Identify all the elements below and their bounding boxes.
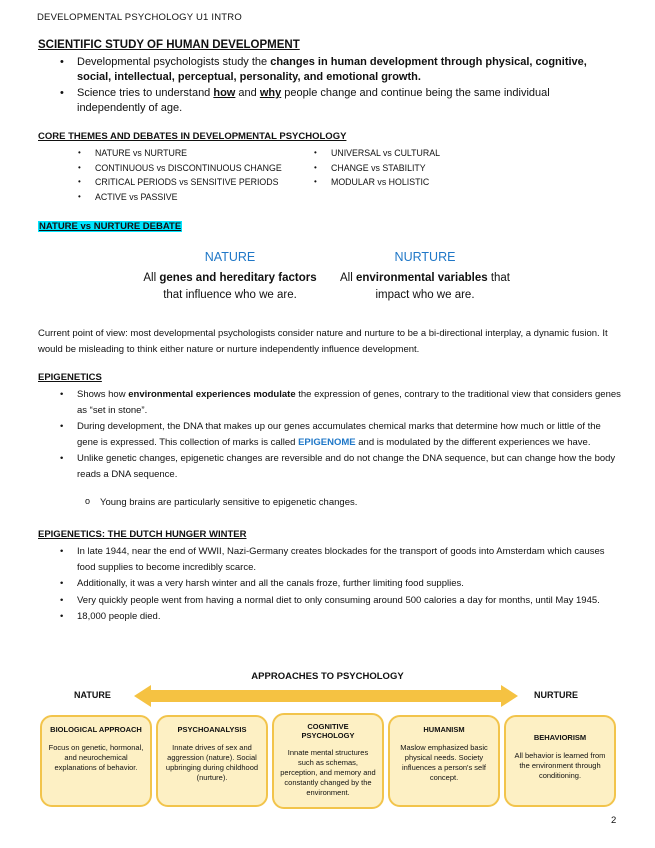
- section-heading-scientific-study: SCIENTIFIC STUDY OF HUMAN DEVELOPMENT: [38, 39, 300, 51]
- list-item: • NATURE vs NURTURE: [95, 146, 282, 161]
- approach-box-psychoanalysis: PSYCHOANALYSIS Innate drives of sex and aggression (nature). Social upbringing during childhood (nurture).: [156, 715, 268, 807]
- approach-box-biological: BIOLOGICAL APPROACH Focus on genetic, hormonal, and neurochemical explanations of behavior.: [40, 715, 152, 807]
- list-item: • MODULAR vs HOLISTIC: [331, 175, 440, 190]
- dutch-hunger-list: [77, 544, 622, 626]
- approaches-nurture-label: NURTURE: [534, 690, 578, 700]
- approach-box-cognitive: COGNITIVE PSYCHOLOGY Innate mental structures such as schemas, perception, and memory and constantly changed by the environment.: [272, 713, 384, 809]
- current-view-paragraph: Current point of view: most developmental psychologists consider nature and nurture to be a bi-directional interplay, a dynamic fusion. It would be misleading to think either nature or nurture independently influence development.: [38, 328, 608, 355]
- list-item: • UNIVERSAL vs CULTURAL: [331, 146, 440, 161]
- section-heading-nature-nurture: NATURE vs NURTURE DEBATE: [39, 221, 182, 232]
- epigenome-term: EPIGENOME: [298, 436, 356, 448]
- list-item: • 18,000 people died.: [77, 609, 622, 625]
- approaches-title: APPROACHES TO PSYCHOLOGY: [251, 671, 404, 682]
- page-header: DEVELOPMENTAL PSYCHOLOGY U1 INTRO: [37, 12, 242, 23]
- list-item: • Developmental psychologists study the changes in human development through physical, cognitive, social, intellectual, perceptual, personality, and emotional growth.: [77, 55, 597, 84]
- list-item: • Shows how environmental experiences modulate the expression of genes, contrary to the traditional view that considers genes as “set in stone”.: [77, 387, 622, 418]
- list-item: • Science tries to understand how and why people change and continue being the same individual independently of age.: [77, 86, 597, 115]
- approaches-nature-label: NATURE: [74, 690, 111, 700]
- section-heading-core-themes: CORE THEMES AND DEBATES IN DEVELOPMENTAL PSYCHOLOGY: [38, 131, 347, 142]
- section-heading-dutch-hunger: EPIGENETICS: THE DUTCH HUNGER WINTER: [38, 529, 247, 540]
- epigenetics-list: [77, 387, 622, 483]
- list-item: • ACTIVE vs PASSIVE: [95, 190, 282, 205]
- themes-list-right: [331, 146, 440, 190]
- nature-title: NATURE: [204, 250, 256, 264]
- list-item: • CHANGE vs STABILITY: [331, 161, 440, 176]
- list-item: • CRITICAL PERIODS vs SENSITIVE PERIODS: [95, 175, 282, 190]
- double-arrow-icon: [134, 684, 518, 708]
- list-item: • Very quickly people went from having a normal diet to only consuming around 500 calories a day for months, until May 1945.: [77, 593, 622, 609]
- epigenetics-subitem: o Young brains are particularly sensitive to epigenetic changes.: [100, 497, 357, 508]
- approach-box-humanism: HUMANISM Maslow emphasized basic physical needs. Society influences a person's self concept.: [388, 715, 500, 807]
- list-item: • Unlike genetic changes, epigenetic changes are reversible and do not change the DNA sequence, but can change how the body reads a DNA sequence.: [77, 451, 622, 482]
- approach-box-behaviorism: BEHAVIORISM All behavior is learned from the environment through conditioning.: [504, 715, 616, 807]
- list-item: • During development, the DNA that makes up our genes accumulates chemical marks that determine how much or little of the gene is expressed. This collection of marks is called EPIGENOME and is modulated by the different experiences we have.: [77, 419, 622, 450]
- page-number: 2: [611, 815, 617, 826]
- list-item: • In late 1944, near the end of WWII, Nazi-Germany creates blockades for the transport of goods into Amsterdam which causes food supplies to become incredibly scarce.: [77, 544, 622, 575]
- themes-list-left: [95, 146, 282, 204]
- list-item: • CONTINUOUS vs DISCONTINUOUS CHANGE: [95, 161, 282, 176]
- nature-description: All genes and hereditary factors that influence who we are.: [143, 272, 317, 301]
- nurture-title: NURTURE: [394, 250, 456, 264]
- section-heading-epigenetics: EPIGENETICS: [38, 372, 102, 383]
- nurture-description: All environmental variables that impact who we are.: [339, 272, 511, 301]
- scientific-study-list: [77, 55, 597, 117]
- list-item: • Additionally, it was a very harsh winter and all the canals froze, further limiting food supplies.: [77, 576, 622, 592]
